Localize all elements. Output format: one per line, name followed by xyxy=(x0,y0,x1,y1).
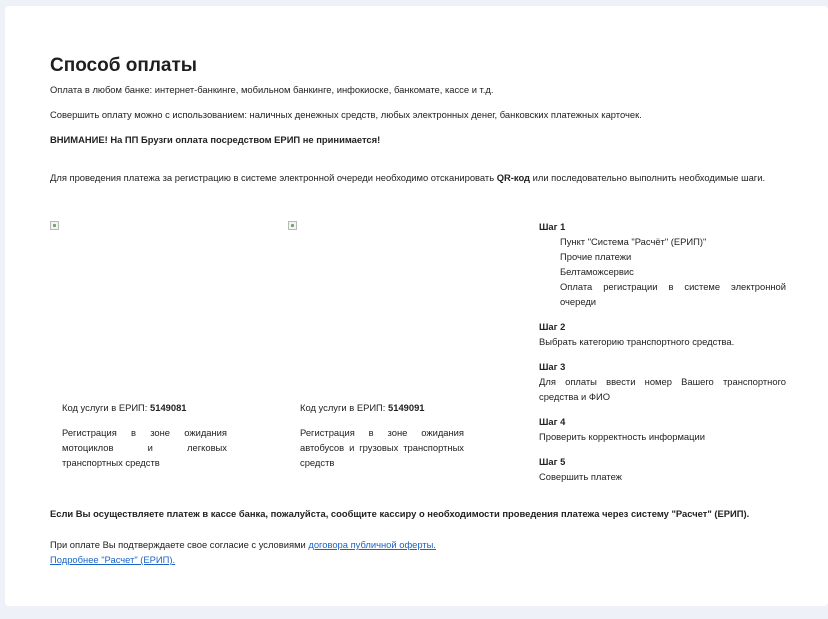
content-card xyxy=(5,6,828,606)
step-title: Шаг 2 xyxy=(539,321,566,332)
step-line: Белтаможсервис xyxy=(560,266,634,277)
warning-text: ВНИМАНИЕ! На ПП Брузги оплата посредством ЕРИП не принимается! xyxy=(50,134,381,145)
step-title: Шаг 5 xyxy=(539,456,566,467)
qr-code-image-1 xyxy=(50,221,59,230)
service-code-label-2: Код услуги в ЕРИП: xyxy=(300,402,389,413)
banks-text: Оплата в любом банке: интернет-банкинге, мобильном банкинге, инфокиоске, банкомате, кассе и т.д. xyxy=(50,84,494,95)
step-line: Пункт "Система "Расчёт" (ЕРИП)" xyxy=(560,236,707,247)
instruction-post: или последовательно выполнить необходимые шаги. xyxy=(530,172,766,183)
erip-more-link[interactable]: Подробнее "Расчет" (ЕРИП). xyxy=(50,554,176,565)
step-title: Шаг 4 xyxy=(539,416,566,427)
step-1 xyxy=(539,219,786,309)
consent-label: При оплате Вы подтверждаете свое согласие с условиями xyxy=(50,539,309,550)
step-line: Оплата регистрации в системе электронной очереди xyxy=(560,281,786,307)
step-line: Проверить корректность информации xyxy=(539,431,705,442)
step-2 xyxy=(539,319,786,349)
service-code-value-1: 5149081 xyxy=(150,402,187,413)
service-code-label-1: Код услуги в ЕРИП: xyxy=(62,402,151,413)
step-title: Шаг 1 xyxy=(539,221,566,232)
cashier-note: Если Вы осуществляете платеж в кассе банка, пожалуйста, сообщите кассиру о необходимости проведения платежа через систему "Расчет" (ЕРИП). xyxy=(50,508,750,519)
step-5 xyxy=(539,454,786,484)
public-offer-link[interactable]: договора публичной оферты. xyxy=(308,539,437,550)
step-3 xyxy=(539,359,786,404)
qr-code-image-2 xyxy=(288,221,297,230)
service-block-1 xyxy=(62,400,227,470)
step-line: Прочие платежи xyxy=(560,251,632,262)
service-description-1: Регистрация в зоне ожидания мотоциклов и легковых транспортных средств xyxy=(62,427,227,468)
instruction-text xyxy=(50,170,788,185)
instruction-pre: Для проведения платежа за регистрацию в системе электронной очереди необходимо отсканировать xyxy=(50,172,497,183)
step-line: Совершить платеж xyxy=(539,471,622,482)
service-code-value-2: 5149091 xyxy=(388,402,425,413)
more-info xyxy=(50,552,790,567)
consent-text xyxy=(50,537,790,552)
page-title: Способ оплаты xyxy=(50,55,197,76)
qr-code-label: QR-код xyxy=(496,172,531,183)
step-line: Выбрать категорию транспортного средства. xyxy=(539,336,735,347)
service-code-2 xyxy=(300,400,464,415)
step-title: Шаг 3 xyxy=(539,361,566,372)
step-4 xyxy=(539,414,786,444)
payment-methods-text: Совершить оплату можно с использованием: наличных денежных средств, любых электронных денег, банковских платежных карточек. xyxy=(50,109,642,120)
service-code-1 xyxy=(62,400,227,415)
service-description-2: Регистрация в зоне ожидания автобусов и грузовых транспортных средств xyxy=(300,427,464,468)
service-block-2 xyxy=(300,400,464,470)
step-line: Для оплаты ввести номер Вашего транспортного средства и ФИО xyxy=(539,376,786,402)
